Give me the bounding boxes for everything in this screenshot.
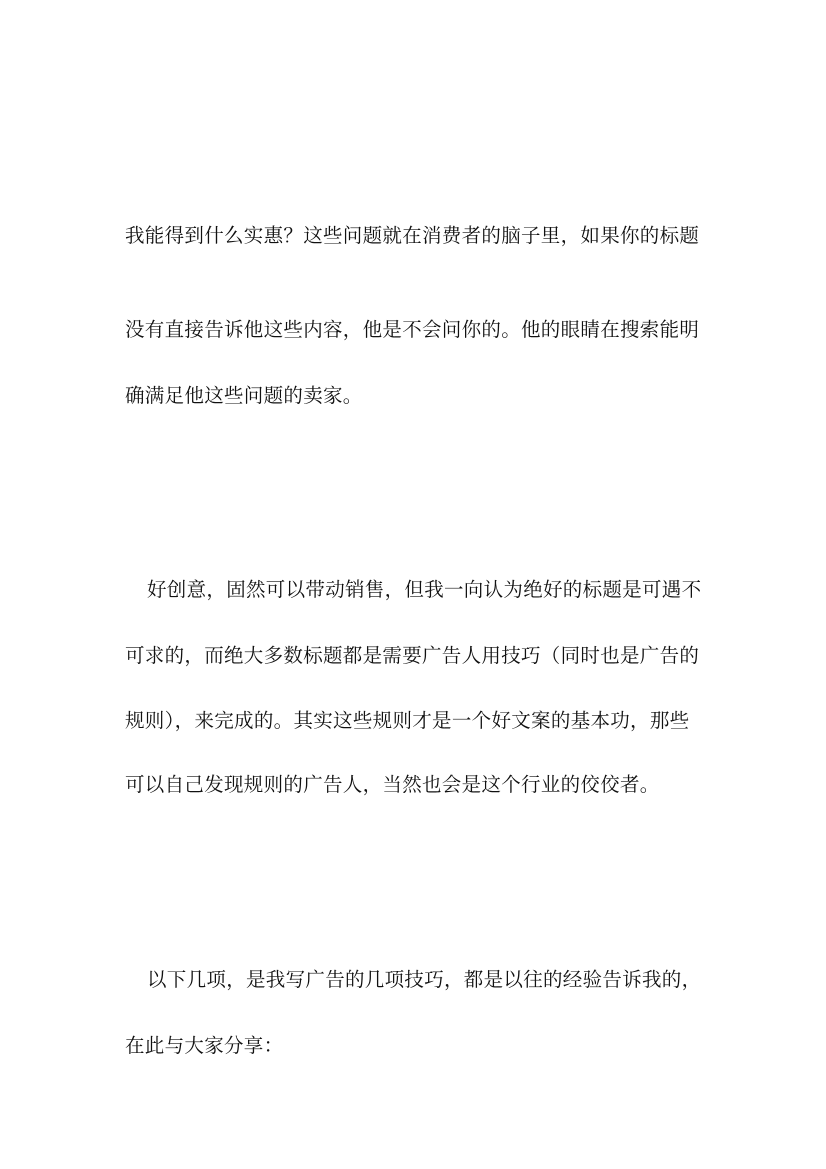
paragraph-line: 可求的，而绝大多数标题都是需要广告人用技巧（同时也是广告的 xyxy=(125,644,700,667)
paragraph-line: 没有直接告诉他这些内容，他是不会问你的。他的眼睛在搜索能明 xyxy=(125,318,700,341)
paragraph-line: 在此与大家分享： xyxy=(125,1034,284,1057)
paragraph-line: 我能得到什么实惠？这些问题就在消费者的脑子里，如果你的标题 xyxy=(125,224,700,247)
paragraph-line: 以下几项，是我写广告的几项技巧，都是以往的经验告诉我的， xyxy=(147,968,702,991)
paragraph-line: 规则），来完成的。其实这些规则才是一个好文案的基本功，那些 xyxy=(125,709,690,732)
paragraph-line: 可以自己发现规则的广告人，当然也会是这个行业的佼佼者。 xyxy=(125,773,660,796)
paragraph-line: 好创意，固然可以带动销售，但我一向认为绝好的标题是可遇不 xyxy=(147,578,702,601)
paragraph-line: 确满足他这些问题的卖家。 xyxy=(125,384,363,407)
